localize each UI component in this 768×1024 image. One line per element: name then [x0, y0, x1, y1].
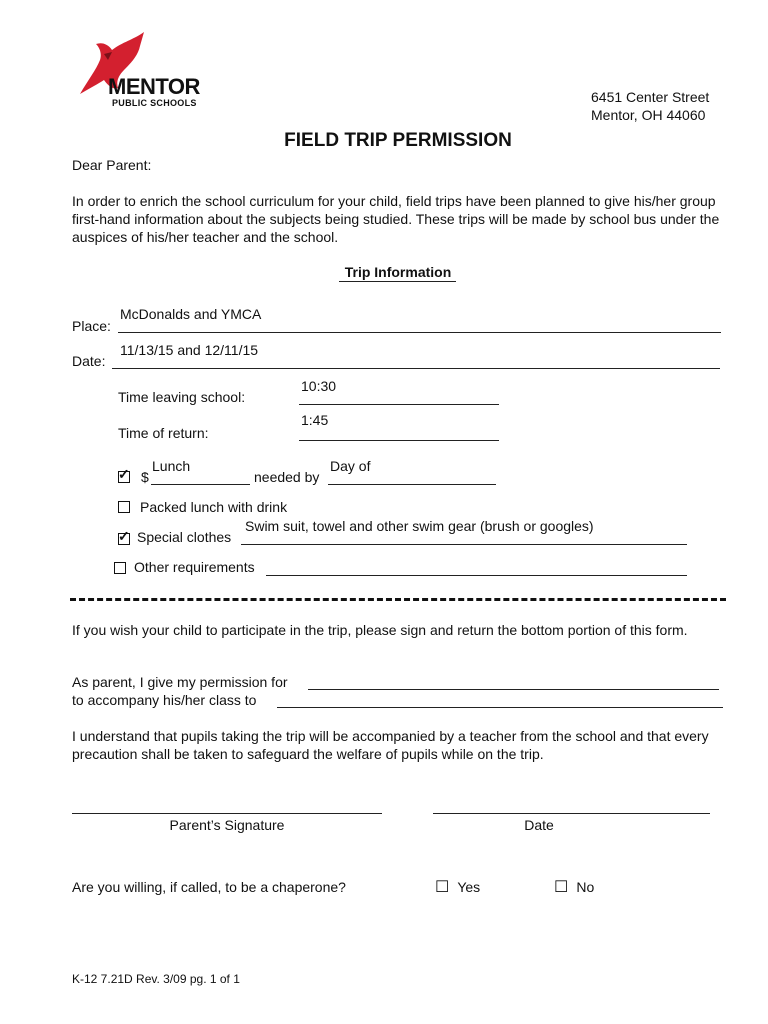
return-note: If you wish your child to participate in the trip, please sign and return the bottom portion of this form.: [72, 622, 688, 638]
accompany-label: to accompany his/her class to: [72, 692, 257, 708]
intro-paragraph: In order to enrich the school curriculum for your child, field trips have been planned to give his/her group first-hand information about the subjects being studied. These trips will be made by school bus under the auspices of his/her teacher and the school.: [72, 193, 720, 245]
special-clothes-label: Special clothes: [137, 529, 232, 545]
special-clothes-value[interactable]: Swim suit, towel and other swim gear (brush or googles): [245, 518, 594, 534]
chaperone-yes-option[interactable]: [435, 877, 480, 897]
packed-lunch-label: Packed lunch with drink: [140, 499, 288, 515]
place-line: [118, 332, 721, 333]
permission-child-line[interactable]: [308, 689, 719, 690]
permission-for-label: As parent, I give my permission for: [72, 674, 288, 690]
no-label: No: [576, 879, 595, 895]
date-line: [112, 368, 720, 369]
trip-info-underline: [339, 281, 456, 282]
logo-subtitle: PUBLIC SCHOOLS: [112, 98, 197, 108]
other-requirements-line: [266, 575, 687, 576]
place-value[interactable]: McDonalds and YMCA: [120, 306, 262, 322]
cut-line: [70, 598, 726, 601]
time-return-value[interactable]: 1:45: [301, 412, 329, 428]
other-requirements-checkbox[interactable]: [114, 562, 126, 574]
needed-by-value[interactable]: Day of: [330, 458, 371, 474]
signature-date-line[interactable]: [433, 813, 710, 814]
packed-lunch-checkbox[interactable]: [118, 501, 130, 513]
logo-name: MENTOR: [108, 74, 200, 99]
money-checkbox[interactable]: ✓: [118, 466, 130, 482]
accompany-destination-line[interactable]: [277, 707, 723, 708]
school-logo: [78, 30, 208, 110]
date-label: Date:: [72, 353, 106, 369]
special-clothes-line: [241, 544, 687, 545]
time-return-label: Time of return:: [118, 425, 209, 441]
money-line: [151, 484, 250, 485]
understand-paragraph: I understand that pupils taking the trip will be accompanied by a teacher from the school and that every precaution shall be taken to safeguard the welfare of pupils while on the trip.: [72, 728, 709, 762]
time-leaving-line: [299, 404, 499, 405]
address-street: 6451 Center Street: [591, 89, 710, 105]
special-clothes-checkbox[interactable]: ✓: [118, 528, 130, 544]
signature-label: Parent’s Signature: [169, 817, 285, 833]
time-leaving-value[interactable]: 10:30: [301, 378, 337, 394]
chaperone-no-option[interactable]: [554, 877, 594, 897]
needed-by-label: needed by: [254, 469, 320, 485]
footer-form-code: K-12 7.21D Rev. 3/09 pg. 1 of 1: [72, 972, 240, 986]
chaperone-question: Are you willing, if called, to be a chaperone?: [72, 879, 346, 895]
needed-by-line: [328, 484, 496, 485]
date-value[interactable]: 11/13/15 and 12/11/15: [120, 342, 259, 358]
yes-checkbox-icon[interactable]: ☐: [435, 879, 450, 896]
no-checkbox-icon[interactable]: ☐: [554, 879, 569, 896]
trip-info-heading: Trip Information: [344, 264, 452, 280]
other-requirements-label: Other requirements: [134, 559, 255, 575]
signature-line[interactable]: [72, 813, 382, 814]
time-return-line: [299, 440, 499, 441]
greeting: Dear Parent:: [72, 157, 152, 173]
money-amount[interactable]: Lunch: [152, 458, 191, 474]
yes-label: Yes: [457, 879, 481, 895]
page-title: FIELD TRIP PERMISSION: [284, 130, 512, 151]
place-label: Place:: [72, 318, 111, 334]
money-prefix: $: [141, 469, 149, 485]
address-city: Mentor, OH 44060: [591, 107, 706, 123]
time-leaving-label: Time leaving school:: [118, 389, 246, 405]
signature-date-label: Date: [524, 817, 554, 833]
